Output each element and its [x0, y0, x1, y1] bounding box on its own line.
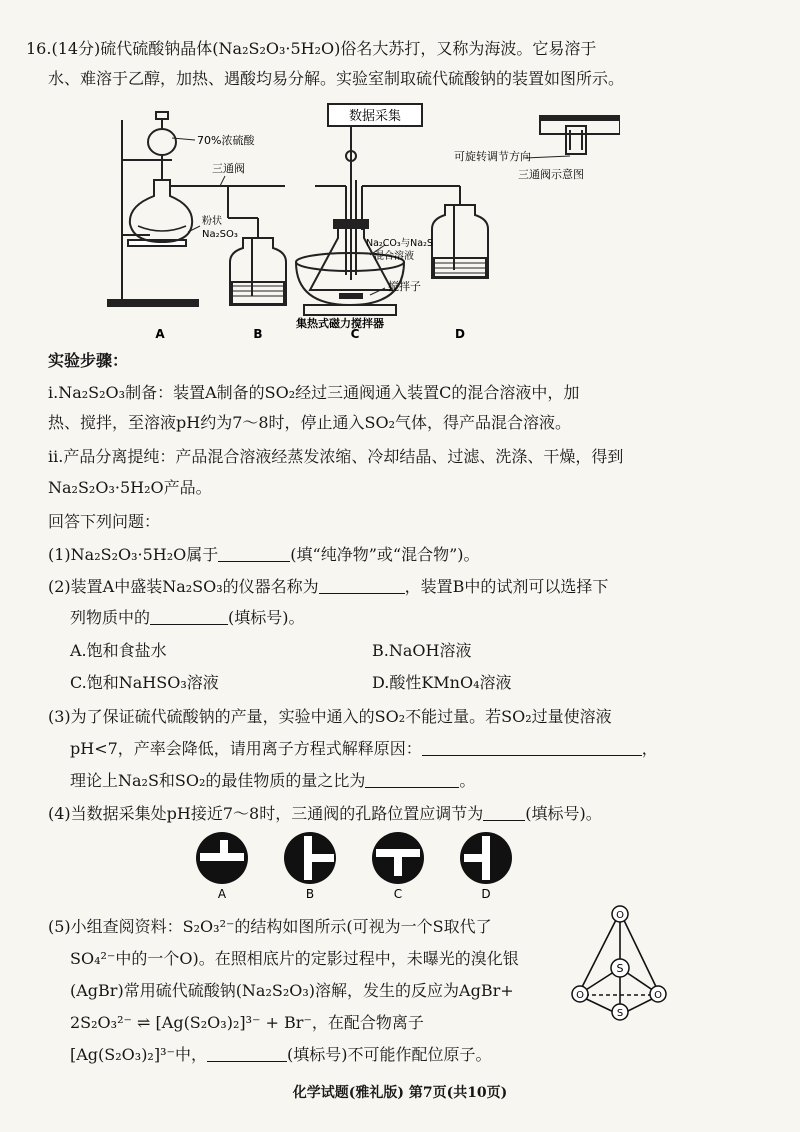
answer-intro: 回答下列问题：: [48, 512, 161, 531]
q2-reagent-blank[interactable]: [150, 608, 228, 625]
q1-line: [48, 544, 480, 566]
q3-line1: (3)为了保证硫代硫酸钠的产量，实验中通入的SO₂不能过量。若SO₂过量使溶液: [48, 707, 612, 726]
apparatus-label-c: C: [350, 327, 360, 341]
q4-pre: (4)当数据采集处pH接近7～8时，三通阀的孔路位置应调节为: [48, 804, 484, 823]
thiosulfate-structure: [568, 900, 678, 1025]
valve-option-d[interactable]: [460, 832, 512, 884]
q5-line1: (5)小组查阅资料：S₂O₃²⁻的结构如图所示(可视为一个S取代了: [48, 917, 492, 936]
apparatus-diagram: [100, 100, 620, 345]
q3-line3: [70, 770, 475, 792]
valve-option-b[interactable]: [284, 832, 336, 884]
stirrer-label: 集热式磁力搅拌器: [296, 317, 384, 330]
q5-line5: [70, 1044, 491, 1066]
q2-l2-post: (填标号)。: [228, 608, 305, 627]
q2-option-c[interactable]: C.饱和NaHSO₃溶液: [70, 673, 219, 692]
q4-post: (填标号)。: [525, 804, 602, 823]
question-header-cont: 水、难溶于乙醇，加热、遇酸均易分解。实验室制取硫代硫酸钠的装置如图所示。: [48, 69, 625, 88]
step2-line2: Na₂S₂O₃·5H₂O产品。: [48, 478, 212, 497]
q3-l3-pre: 理论上Na₂S和SO₂的最佳物质的量之比为: [70, 771, 366, 790]
mix-label-2: 混合溶液: [374, 251, 414, 262]
q3-l2-pre: pH<7，产率会降低，请用离子方程式解释原因：: [70, 739, 422, 758]
q2-option-d[interactable]: D.酸性KMnO₄溶液: [372, 673, 512, 692]
q2-option-b[interactable]: B.NaOH溶液: [372, 641, 472, 660]
atom-o-right: O: [654, 990, 662, 1001]
page-footer: 化学试题(雅礼版) 第7页(共10页): [292, 1085, 508, 1101]
atom-s-center: S: [616, 962, 624, 975]
q3-line2: [70, 738, 658, 760]
valve-label: 三通阀: [212, 162, 245, 175]
valve-options-diagram: [190, 832, 520, 902]
question-header: 16.(14分)硫代硫酸钠晶体(Na₂S₂O₃·5H₂O)俗名大苏打，又称为海波。它易溶于: [26, 39, 597, 58]
steps-title: 实验步骤：: [48, 351, 129, 370]
valve-label-b: B: [305, 887, 315, 901]
q3-l2-post: ，: [641, 739, 658, 758]
step2-line1: ⅱ.产品分离提纯：产品混合溶液经蒸发浓缩、冷却结晶、过滤、洗涤、干燥，得到: [48, 447, 624, 466]
q3-l3-post: 。: [459, 771, 476, 790]
q5-l5-pre: [Ag(S₂O₃)₂]³⁻中，: [70, 1045, 207, 1064]
q5-l5-post: (填标号)不可能作配位原子。: [286, 1045, 492, 1064]
solid-label-2: Na₂SO₃: [202, 229, 238, 240]
q2-instrument-blank[interactable]: [319, 577, 405, 594]
valve-label-d: D: [481, 887, 491, 901]
atom-s-bottom: S: [616, 1008, 624, 1019]
step1-line1: ⅰ.Na₂S₂O₃制备：装置A制备的SO₂经过三通阀通入装置C的混合溶液中，加: [48, 383, 580, 402]
solid-label-1: 粉状: [202, 216, 222, 227]
apparatus-label-a: A: [155, 327, 165, 341]
q5-answer-blank[interactable]: [207, 1045, 287, 1062]
q5-line2: SO₄²⁻中的一个O)。在照相底片的定影过程中，未曝光的溴化银: [70, 949, 519, 968]
q2-line2: [70, 607, 305, 629]
step1-line2: 热、搅拌，至溶液pH约为7～8时，停止通入SO₂气体，得产品混合溶液。: [48, 413, 572, 432]
valve-label-c: C: [393, 887, 403, 901]
data-box-label: 数据采集: [348, 109, 402, 124]
atom-o-left: O: [576, 990, 584, 1001]
valve-label-a: A: [217, 887, 227, 901]
q2-l2-pre: 列物质中的: [70, 608, 151, 627]
q5-line4: 2S₂O₃²⁻ ⇌ [Ag(S₂O₃)₂]³⁻ + Br⁻，在配合物离子: [70, 1013, 424, 1032]
stirbar-label: 搅拌子: [388, 280, 421, 293]
mix-label-1: Na₂CO₃与Na₂S: [366, 238, 433, 249]
apparatus-label-b: B: [253, 327, 263, 341]
q1-answer-blank[interactable]: [218, 545, 290, 562]
valve-option-c[interactable]: [372, 832, 424, 884]
valve-diagram-label: 三通阀示意图: [518, 168, 584, 181]
q3-ratio-blank[interactable]: [365, 771, 459, 788]
q1-pre: (1)Na₂S₂O₃·5H₂O属于: [48, 545, 219, 564]
q2-pre: (2)装置A中盛装Na₂SO₃的仪器名称为: [48, 577, 319, 596]
q2-line1: [48, 576, 608, 598]
apparatus-label-d: D: [455, 327, 465, 341]
valve-option-a[interactable]: [196, 832, 248, 884]
acid-label: 70%浓硫酸: [197, 134, 255, 147]
atom-o-top: O: [616, 910, 624, 921]
q2-mid: ，装置B中的试剂可以选择下: [404, 577, 609, 596]
q1-post: (填“纯净物”或“混合物”)。: [290, 545, 480, 564]
rotate-label: 可旋转调节方向: [454, 150, 531, 163]
q4-answer-blank[interactable]: [483, 804, 525, 821]
q2-option-a[interactable]: A.饱和食盐水: [70, 641, 167, 660]
q5-line3: (AgBr)常用硫代硫酸钠(Na₂S₂O₃)溶解，发生的反应为AgBr+: [70, 981, 514, 1000]
q4-line: [48, 803, 602, 825]
q3-equation-blank[interactable]: [422, 739, 642, 756]
